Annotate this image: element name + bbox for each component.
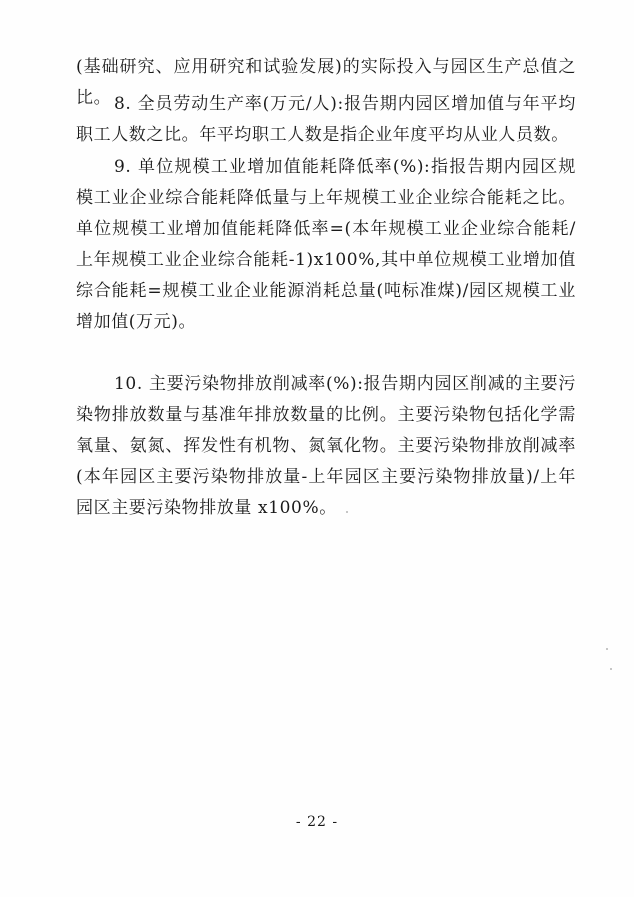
paragraph-text: (基础研究、应用研究和试验发展)的实际投入与园区生产总值之比。 bbox=[76, 57, 576, 108]
paragraph-item-9 bbox=[76, 152, 576, 338]
scan-speck bbox=[346, 511, 348, 513]
scan-speck bbox=[606, 648, 608, 650]
scan-speck bbox=[610, 668, 612, 670]
page-number: - 22 - bbox=[295, 814, 339, 830]
paragraph-text: 10. 主要污染物排放削减率(%):报告期内园区削减的主要污染物排放数量与基准年排放数量的比例。主要污染物包括化学需氧量、氨氮、挥发性有机物、氮氧化物。主要污染物排放削减率(本年园区主要污染物排放量-上年园区主要污染物排放量)/上年园区主要污染物排放量 x100%。 bbox=[76, 374, 576, 518]
paragraph-text: 8. 全员劳动生产率(万元/人):报告期内园区增加值与年平均职工人数之比。年平均职工人数是指企业年度平均从业人员数。 bbox=[76, 94, 576, 145]
paragraph-text: 9. 单位规模工业增加值能耗降低率(%):指报告期内园区规模工业企业综合能耗降低量与上年规模工业企业综合能耗之比。单位规模工业增加值能耗降低率=(本年规模工业企业综合能耗/上年规模工业企业综合能耗-1)x100%,其中单位规模工业增加值综合能耗=规模工业企业能源消耗总量(吨标准煤)/园区规模工业增加值(万元)。 bbox=[76, 157, 576, 332]
paragraph-item-10 bbox=[76, 369, 576, 524]
paragraph-item-8 bbox=[76, 89, 576, 151]
